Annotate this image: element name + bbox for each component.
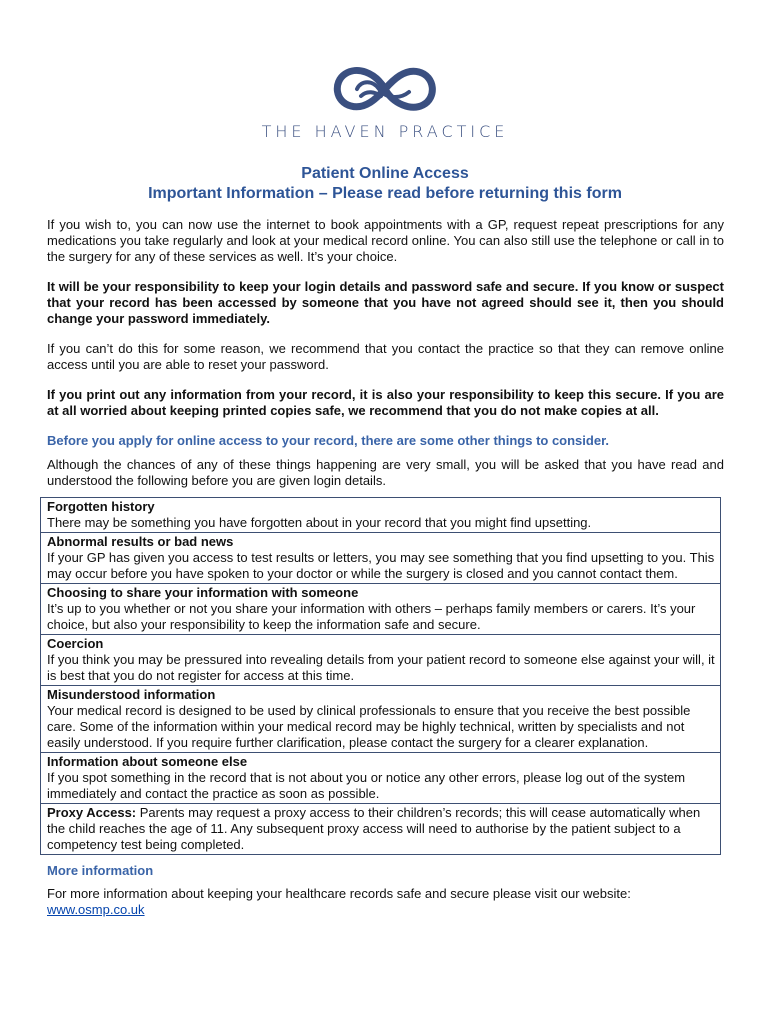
table-row [41,686,721,753]
infinity-knot-logo-icon [327,60,443,118]
consideration-title: Abnormal results or bad news [47,534,234,549]
consideration-cell [41,498,721,533]
page-title: Patient Online Access [301,165,469,182]
table-row [41,635,721,686]
responsibility-paragraph: It will be your responsibility to keep your login details and password safe and secure. If you know or suspect that your record has been accessed by someone that you have not agreed should see it, then you should change your password immediately. [47,279,724,326]
consideration-text: It’s up to you whether or not you share your information with others – perhaps family members or carers. It’s your choice, but also your responsibility to keep the information safe and secure. [47,601,696,632]
website-link[interactable]: www.osmp.co.uk [47,902,145,917]
consideration-cell [41,804,721,855]
more-info-paragraph: For more information about keeping your healthcare records safe and secure please visit our website: [47,886,631,901]
consideration-title: Choosing to share your information with someone [47,585,359,600]
consideration-title: Misunderstood information [47,687,216,702]
page-titles [0,164,770,204]
consideration-title: Coercion [47,636,104,651]
consideration-text: Parents may request a proxy access to their children’s records; this will cease automatically when the child reaches the age of 11. Any subsequent proxy access will need to authorise by the patient subject to a competency test being completed. [47,805,701,852]
more-info-text [47,886,724,918]
table-row [41,533,721,584]
consideration-cell [41,686,721,753]
although-paragraph: Although the chances of any of these things happening are very small, you will be asked that you have read and understood the following before you are given login details. [47,457,724,488]
table-row [41,804,721,855]
document-body [47,217,724,918]
practice-name: THE HAVEN PRACTICE [261,122,509,141]
practice-logo [0,60,770,141]
consideration-cell [41,753,721,804]
consideration-text: Your medical record is designed to be used by clinical professionals to ensure that you receive the best possible care. Some of the information within your medical record may be highly technical, written by specialists and not easily understood. If you require further clarification, please contact the surgery for a clearer explanation. [47,703,691,750]
table-row [41,753,721,804]
consideration-cell [41,533,721,584]
intro-paragraph: If you wish to, you can now use the internet to book appointments with a GP, request repeat prescriptions for any medications you take regularly and look at your medical record online. You can also still use the telephone or call in to the surgery for any of these services as well. It’s your choice. [47,217,724,264]
cant-do-paragraph: If you can’t do this for some reason, we recommend that you contact the practice so that they can remove online access until you are able to reset your password. [47,341,724,372]
consideration-text: If your GP has given you access to test results or letters, you may see something that you find upsetting to you. This may occur before you have spoken to your doctor or while the surgery is closed and you cannot contact them. [47,550,715,581]
consideration-cell [41,584,721,635]
consideration-text: There may be something you have forgotten about in your record that you might find upsetting. [47,515,592,530]
consideration-text: If you think you may be pressured into revealing details from your patient record to someone else against your will, it is best that you do not register for access at this time. [47,652,715,683]
consideration-text: If you spot something in the record that is not about you or notice any other errors, please log out of the system immediately and contact the practice as soon as possible. [47,770,686,801]
print-out-paragraph: If you print out any information from your record, it is also your responsibility to keep this secure. If you are at all worried about keeping printed copies safe, we recommend that you do not make copies at all. [47,387,724,418]
before-apply-heading: Before you apply for online access to your record, there are some other things to consider. [47,433,610,448]
more-info-heading: More information [47,863,154,878]
consideration-title: Proxy Access: [47,805,137,820]
table-row [41,584,721,635]
page-subtitle: Important Information – Please read before returning this form [148,185,622,202]
table-row [41,498,721,533]
consideration-title: Information about someone else [47,754,248,769]
considerations-table [40,497,721,855]
consideration-title: Forgotten history [47,499,155,514]
consideration-cell [41,635,721,686]
